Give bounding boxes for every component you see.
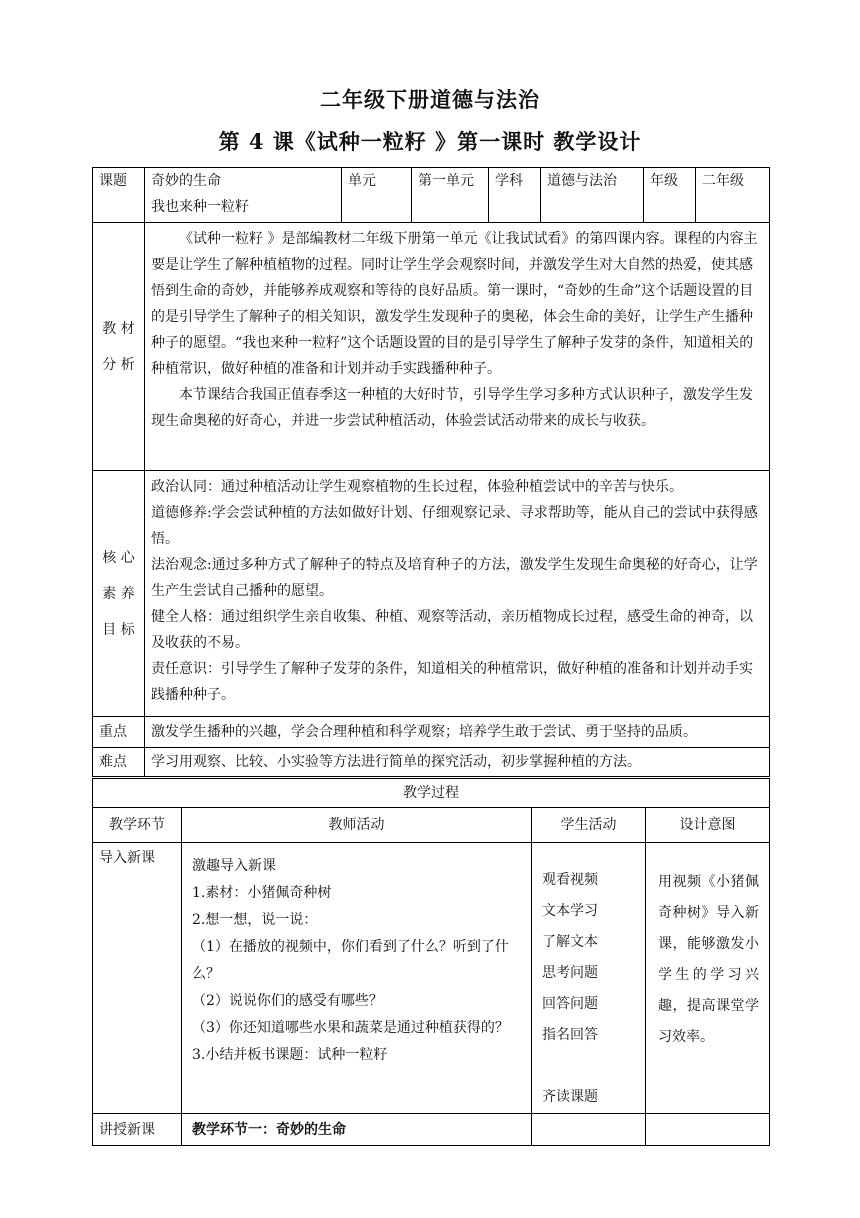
core-item-personality: 健全人格：通过组织学生亲自收集、种植、观察等活动，亲历植物成长过程，感受生命的神奇，以及收获的不易。 [151, 609, 753, 651]
header-teacher: 教师活动 [182, 808, 532, 843]
topic-value [145, 168, 342, 223]
unit-label: 单元 [342, 168, 412, 223]
topic-line-2: 我也来种一粒籽 [151, 199, 249, 215]
core-item-responsibility: 责任意识：引导学生了解种子发芽的条件，知道相关的种植常识，做好种植的准备和计划并动手实践播种种子。 [151, 661, 753, 703]
teacher-activity-new-lesson: 教学环节一：奇妙的生命 [182, 1114, 532, 1146]
analysis-paragraph-1: 《试种一粒籽 》是部编教材二年级下册第一单元《让我试试看》的第四课内容。课程的内容主要是让学生了解种植植物的过程。同时让学生学会观察时间，并激发学生对大自然的热爱，使其感悟到生命的奇妙，并能够养成观察和等待的良好品质。第一课时，“奇妙的生命”这个话题设置的目的是引导学生了解种子的相关知识，激发学生发现种子的奥秘，体会生命的美好，让学生产生播种种子的愿望。“我也来种一粒籽”这个话题设置的目的是引导学生了解种子发芽的条件，知道相关的种植常识，做好种植的准备和计划并动手实践播种种子。 [151, 231, 758, 377]
analysis-label: 教 材 分 析 [93, 223, 145, 471]
subject-label: 学科 [489, 168, 541, 223]
teacher-activity-intro: 激趣导入新课 1.素材：小猪佩奇种树 2.想一想，说一说： （1）在播放的视频中，你们看到了什么？听到了什么？ （2）说说你们的感受有哪些？ （3）你还知道哪些水果和蔬菜是通过种植获得的？ 3.小结并板书课题：试种一粒籽 [182, 843, 532, 1114]
document-title: 二年级下册道德与法治 [320, 87, 540, 112]
process-title: 教学过程 [93, 779, 770, 808]
topic-label: 课题 [93, 168, 145, 223]
key-point-label: 重点 [93, 717, 145, 748]
student-activity-new-lesson [532, 1114, 646, 1146]
stage-new-lesson: 讲授新课 [93, 1114, 182, 1146]
lesson-title: 第 4 课《试种一粒籽 》第一课时 教学设计 [218, 129, 642, 154]
subject-value: 道德与法治 [541, 168, 644, 223]
student-activity-intro: 观看视频 文本学习 了解文本 思考问题 回答问题 指名回答 齐读课题 [532, 843, 646, 1114]
core-literacy-label: 核 心 素 养 目 标 [93, 471, 145, 717]
core-item-law: 法治观念:通过多种方式了解种子的特点及培育种子的方法，激发学生发现生命奥秘的好奇心，让学生产生尝试自己播种的愿望。 [151, 557, 758, 599]
topic-line-1: 奇妙的生命 [151, 173, 221, 189]
lesson-info-table [92, 167, 770, 777]
teaching-process-table [92, 778, 770, 1146]
unit-value: 第一单元 [412, 168, 489, 223]
design-intent-intro: 用视频《小猪佩奇种树》导入新课，能够激发小学生的学习兴趣，提高课堂学习效率。 [646, 843, 770, 1114]
difficulty-text: 学习用观察、比较、小实验等方法进行简单的探究活动，初步掌握种植的方法。 [145, 748, 770, 777]
stage-intro: 导入新课 [93, 843, 182, 1114]
analysis-content [145, 223, 770, 471]
key-point-text: 激发学生播种的兴趣，学会合理种植和科学观察；培养学生敢于尝试、勇于坚持的品质。 [145, 717, 770, 748]
design-intent-new-lesson [646, 1114, 770, 1146]
grade-value: 二年级 [696, 168, 770, 223]
header-intent: 设计意图 [646, 808, 770, 843]
header-stage: 教学环节 [93, 808, 182, 843]
grade-label: 年级 [644, 168, 696, 223]
difficulty-label: 难点 [93, 748, 145, 777]
core-item-morality: 道德修养:学会尝试种植的方法如做好计划、仔细观察记录、寻求帮助等，能从自己的尝试中获得感悟。 [151, 505, 758, 547]
header-student: 学生活动 [532, 808, 646, 843]
analysis-paragraph-2: 本节课结合我国正值春季这一种植的大好时节，引导学生学习多种方式认识种子，激发学生发现生命奥秘的好奇心，并进一步尝试种植活动，体验尝试活动带来的成长与收获。 [151, 387, 753, 429]
core-literacy-content [145, 471, 770, 717]
core-item-politics: 政治认同：通过种植活动让学生观察植物的生长过程，体验种植尝试中的辛苦与快乐。 [151, 479, 683, 495]
